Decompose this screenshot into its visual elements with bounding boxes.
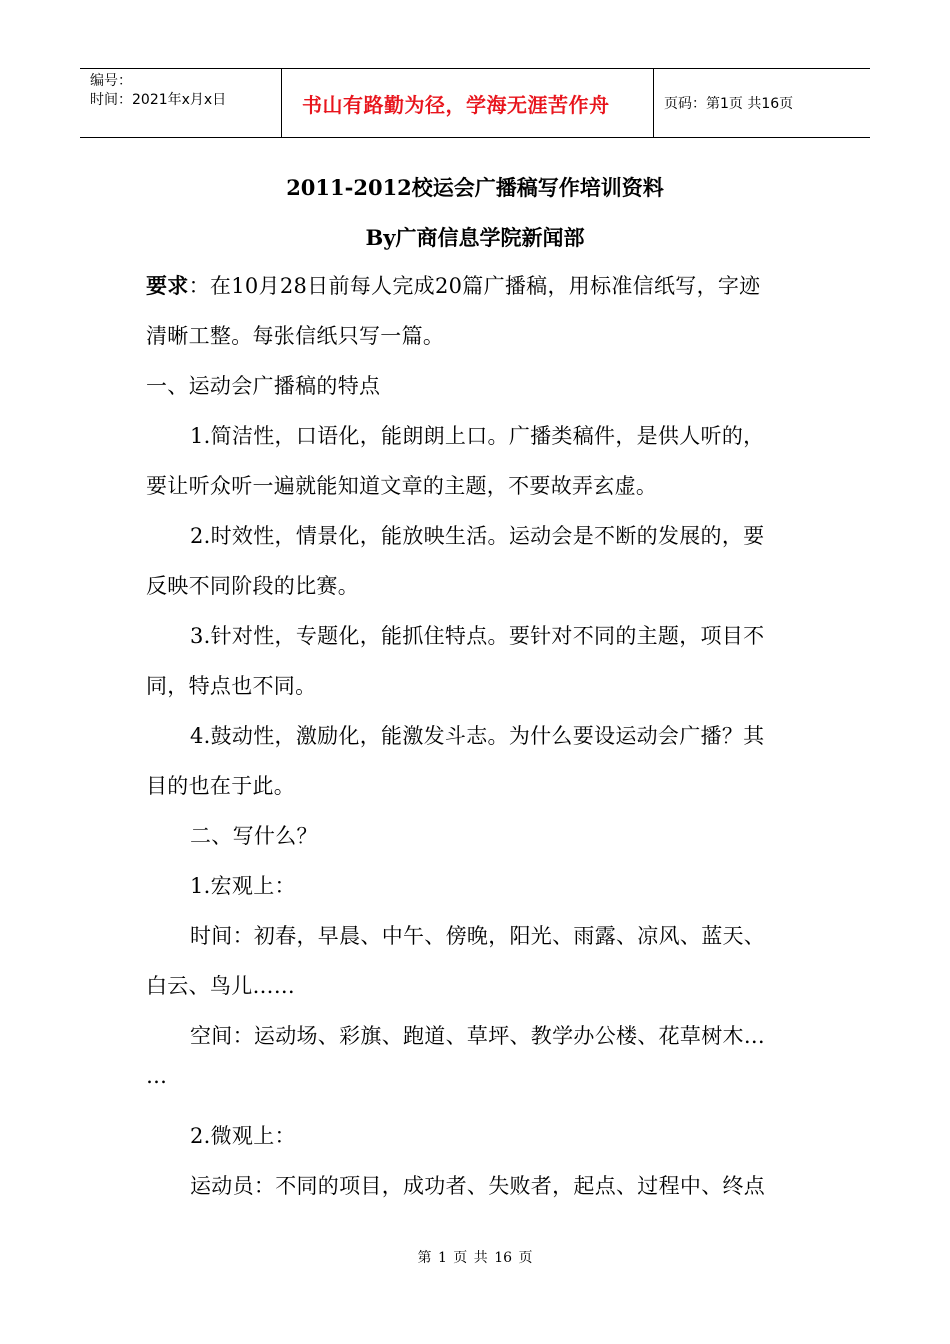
body-line: 运动员：不同的项目，成功者、失败者，起点、过程中、终点 [190,1174,766,1198]
section-heading-1: 一、运动会广播稿的特点 [146,374,381,398]
document-title: 2011-2012校运会广播稿写作培训资料 [286,175,664,200]
body-line: 空间：运动场、彩旗、跑道、草坪、教学办公楼、花草树木… [190,1024,766,1048]
header-motto: 书山有路勤为径，学海无涯苦作舟 [281,69,654,137]
section-heading-2: 二、写什么？ [190,824,318,848]
body-line: … [146,1064,168,1088]
page-header [80,68,870,138]
header-page-info: 页码：第1页 共16页 [664,96,794,112]
header-number-label: 编号： [90,73,132,89]
header-meta [80,69,281,137]
subheading-micro: 2.微观上： [190,1124,296,1148]
body-line: 要让听众听一遍就能知道文章的主题，不要故弄玄虚。 [146,474,658,498]
body-line: 4.鼓动性，激励化，能激发斗志。为什么要设运动会广播？其 [190,724,765,748]
body-line: 目的也在于此。 [146,774,296,798]
body-line: 2.时效性，情景化，能放映生活。运动会是不断的发展的，要 [190,524,765,548]
body-line: 反映不同阶段的比赛。 [146,574,359,598]
subheading-macro: 1.宏观上： [190,874,296,898]
body-line: 3.针对性，专题化，能抓住特点。要针对不同的主题，项目不 [190,624,765,648]
requirement-line [146,270,760,300]
body-line: 1.简洁性，口语化，能朗朗上口。广播类稿件，是供人听的， [190,424,765,448]
body-line: 时间：初春，早晨、中午、傍晚，阳光、雨露、凉风、蓝天、 [190,924,766,948]
body-line: 同，特点也不同。 [146,674,317,698]
document-subtitle: By广商信息学院新闻部 [365,225,585,250]
requirement-text: ：在10月28日前每人完成20篇广播稿，用标准信纸写，字迹 [188,274,761,298]
header-time-label: 时间：2021年x月x日 [90,92,227,108]
page-footer: 第 1 页 共 16 页 [417,1250,533,1266]
body-line: 白云、鸟儿…… [146,974,296,998]
body-line: 清晰工整。每张信纸只写一篇。 [146,324,445,348]
requirement-label: 要求 [146,273,189,298]
